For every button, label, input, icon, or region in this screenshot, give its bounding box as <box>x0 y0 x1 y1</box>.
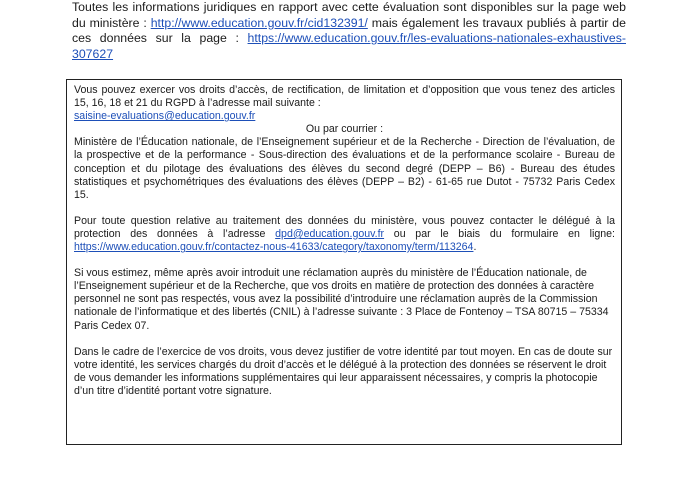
evaluations-link[interactable]: https://www.education.gouv.fr/les-evaluations-nationales-exhaustives-307627 <box>72 31 626 61</box>
cnil-paragraph: Si vous estimez, même après avoir introduit une réclamation auprès du ministère de l’Éducation nationale, de l’Enseignement supérieur et de la Recherche, que vos droits en matière de protection des données à caractère personnel ne sont pas respectés, vous avez la possibilité d’introduire une réclamation auprès de la Commission nationale de l’informatique et des libertés (CNIL) à l’adresse suivante : 3 Place de Fontenoy – TSA 80715 – 75334 Paris Cedex 07. <box>74 267 609 332</box>
ministry-link[interactable]: http://www.education.gouv.fr/cid132391/ <box>150 15 368 30</box>
intro-text-2: mais également les travaux publiés à partir de ces données sur la page : <box>72 15 626 46</box>
dpd-email-link[interactable]: dpd@education.gouv.fr <box>275 227 385 240</box>
dpo-paragraph <box>74 215 615 254</box>
or-by-mail: Ou par courrier : <box>305 123 384 136</box>
saisine-email-link[interactable]: saisine-evaluations@education.gouv.fr <box>74 110 256 123</box>
postal-address: Ministère de l’Éducation nationale, de l’Enseignement supérieur et de la Recherche - Direction de l’évaluation, de la prospective et de la performance - Sous-direction des évaluations et de la performance scolaire - Bureau de conception et du pilotage des évaluations des élèves du second degré (DEPP – B6) - Bureau des études statistiques et psychométriques des évaluations des élèves (DEPP – B2) - 61-65 rue Dutot - 75732 Paris Cedex 15. <box>74 136 615 201</box>
rights-box <box>66 79 622 445</box>
contact-form-link[interactable]: https://www.education.gouv.fr/contactez-nous-41633/category/taxonomy/term/113264 <box>74 241 474 254</box>
identity-paragraph: Dans le cadre de l’exercice de vos droits, vous devez justifier de votre identité par tout moyen. En cas de doute sur votre identité, les services chargés du droit d’accès et le délégué à la protection des données se réservent le droit de vous demander les informations supplémentaires qui leur apparaissent nécessaires, y compris la photocopie d’un titre d’identité portant votre signature. <box>74 345 613 397</box>
dpo-text-1: Pour toute question relative au traitement des données du ministère, vous pouvez contacter le délégué à la protection des données à l’adresse <box>74 214 615 240</box>
rights-text: Vous pouvez exercer vos droits d’accès, de rectification, de limitation et d’opposition que vous tenez des articles 15, 16, 18 et 21 du RGPD à l’adresse mail suivante : <box>74 84 615 110</box>
intro-paragraph <box>72 0 626 62</box>
intro-text-1: Toutes les informations juridiques en rapport avec cette évaluation sont disponibles sur la page web du ministère : <box>72 0 626 30</box>
rights-paragraph <box>74 84 615 123</box>
dpo-end: . <box>473 241 477 254</box>
dpo-text-2: ou par le biais du formulaire en ligne: <box>384 227 615 240</box>
